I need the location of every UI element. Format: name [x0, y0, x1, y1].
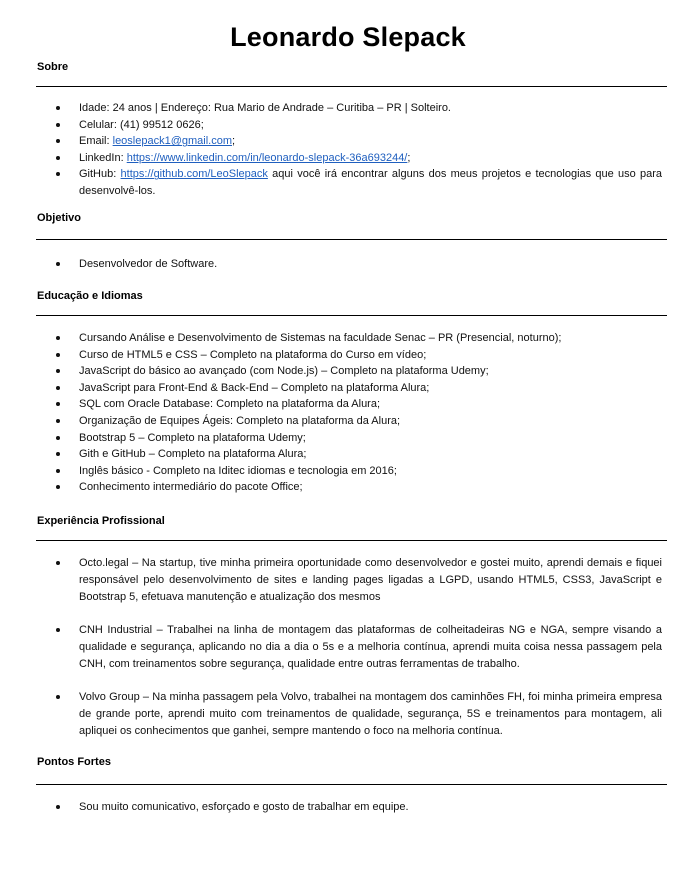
email-label: Email:: [79, 135, 113, 148]
github-suffix: aqui você irá encontrar alguns dos meus projetos e tecnologias que uso para desenvolvê-los.: [79, 168, 662, 197]
list-item: Cursando Análise e Desenvolvimento de Sistemas na faculdade Senac – PR (Presencial, noturno);: [0, 330, 662, 347]
list-item: Curso de HTML5 e CSS – Completo na plataforma do Curso em vídeo;: [0, 347, 662, 364]
email-suffix: ;: [232, 135, 236, 148]
linkedin-suffix: ;: [407, 151, 411, 164]
github-link[interactable]: https://github.com/LeoSlepack: [120, 168, 268, 181]
section-title-educacao: Educação e Idiomas: [37, 290, 143, 302]
list-item: Sou muito comunicativo, esforçado e gosto de trabalhar em equipe.: [0, 799, 662, 816]
linkedin-label: LinkedIn:: [79, 151, 127, 164]
list-item: Gith e GitHub – Completo na plataforma Alura;: [0, 446, 662, 463]
list-item-email: [0, 133, 662, 150]
list-item: Volvo Group – Na minha passagem pela Volvo, trabalhei na montagem dos caminhões FH, foi minha primeira empresa de grande porte, aprendi muito com treinamentos de qualidade, segurança, 5S e treinamentos para montagem, ali apliquei os conhecimentos que ganhei, sempre mantendo o foco na melhoria contínua.: [0, 689, 662, 740]
list-item-github: [0, 166, 662, 199]
section-title-experiencia: Experiência Profissional: [37, 515, 165, 527]
divider-educacao: [36, 315, 667, 316]
list-item: Inglês básico - Completo na Iditec idiomas e tecnologia em 2016;: [0, 463, 662, 480]
github-label: GitHub:: [79, 168, 121, 181]
list-item: JavaScript do básico ao avançado (com Node.js) – Completo na plataforma Udemy;: [0, 363, 662, 380]
linkedin-link[interactable]: https://www.linkedin.com/in/leonardo-slepack-36a693244/: [126, 151, 408, 164]
page-title: Leonardo Slepack: [230, 22, 466, 52]
experiencia-list: [0, 555, 662, 740]
divider-objetivo: [36, 239, 667, 240]
list-item: JavaScript para Front-End & Back-End – Completo na plataforma Alura;: [0, 380, 662, 397]
list-item: Octo.legal – Na startup, tive minha primeira oportunidade como desenvolvedor e gostei muito, aprendi demais e fiquei responsável pelo desenvolvimento de sites e landing pages ligadas a LGPD, usando HTML5, CSS3, JavaScript e Bootstrap 5, efetuava manutenção e atualização dos mesmos: [0, 555, 662, 606]
divider-sobre: [36, 86, 667, 87]
list-item: Conhecimento intermediário do pacote Office;: [0, 479, 662, 496]
divider-experiencia: [36, 540, 667, 541]
list-item: Desenvolvedor de Software.: [0, 256, 662, 273]
list-item: CNH Industrial – Trabalhei na linha de montagem das plataformas de colheitadeiras NG e NGA, sempre visando a qualidade e segurança, aplicando no dia a dia o 5s e a melhoria contínua, aprendi muita coisa nessa passagem pela CNH, com treinamentos sobre segurança, qualidade entre outras ferramentas de trabalho.: [0, 622, 662, 673]
list-item-linkedin: [0, 150, 662, 167]
list-item: Organização de Equipes Ágeis: Completo na plataforma da Alura;: [0, 413, 662, 430]
section-title-sobre: Sobre: [37, 61, 69, 73]
educacao-list: [0, 330, 662, 496]
list-item: Bootstrap 5 – Completo na plataforma Udemy;: [0, 430, 662, 447]
email-link[interactable]: leoslepack1@gmail.com: [112, 135, 233, 148]
section-title-objetivo: Objetivo: [37, 212, 82, 224]
sobre-list: [0, 100, 662, 200]
pontos-list: [0, 799, 662, 816]
section-title-pontos: Pontos Fortes: [37, 756, 111, 768]
list-item: Celular: (41) 99512 0626;: [0, 117, 662, 134]
objetivo-list: [0, 256, 662, 273]
divider-pontos: [36, 784, 667, 785]
list-item: SQL com Oracle Database: Completo na plataforma da Alura;: [0, 396, 662, 413]
list-item: Idade: 24 anos | Endereço: Rua Mario de Andrade – Curitiba – PR | Solteiro.: [0, 100, 662, 117]
